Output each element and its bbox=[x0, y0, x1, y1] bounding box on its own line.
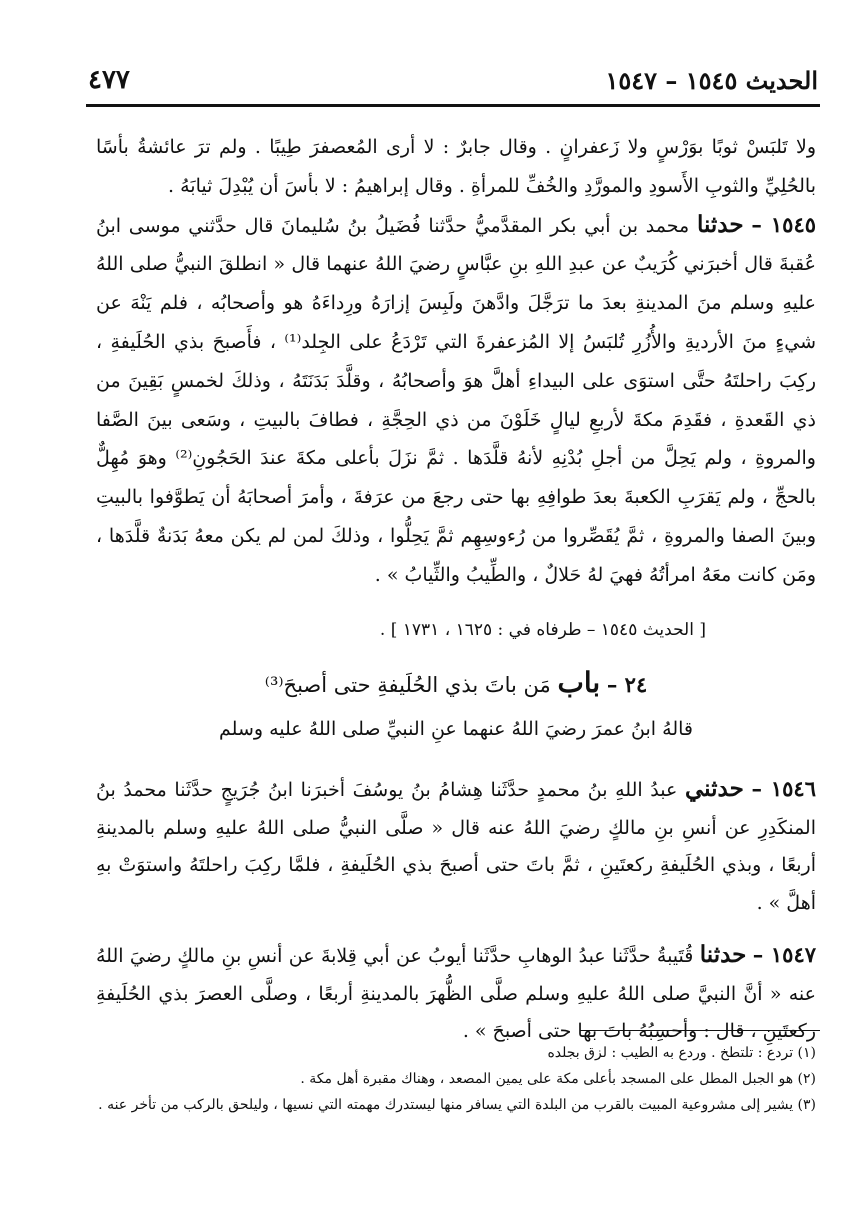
header-rule bbox=[86, 104, 820, 107]
chapter-number: ٢٤ – bbox=[606, 672, 648, 697]
footnote-1: (١) تردع : تلتطخ . وردع به الطيب : لزق بجلده bbox=[547, 1045, 816, 1061]
hadith-number: ١٥٤٥ – bbox=[751, 211, 817, 237]
hadith-1547 bbox=[96, 936, 816, 1051]
footnote-rule bbox=[580, 1030, 820, 1031]
hadith-1545 bbox=[96, 206, 816, 595]
page-header bbox=[88, 62, 818, 98]
chapter-heading bbox=[96, 666, 816, 699]
chapter-subtitle: قالهُ ابنُ عمرَ رضيَ اللهُ عنهما عنِ النبيِّ صلى اللهُ عليه وسلم bbox=[219, 718, 693, 740]
main-text-2 bbox=[96, 770, 816, 1065]
footnote-3: (٣) يشير إلى مشروعية المبيت بالقرب من البلدة التي يسافر منها ليستدرك مهمته التي نسيها ، وليلحق بالركب من تأخر عنه . bbox=[98, 1097, 816, 1113]
footnote-2: (٢) هو الجبل المطل على المسجد بأعلى مكة على يمين المصعد ، وهناك مقبرة أهل مكة . bbox=[300, 1071, 816, 1087]
paragraph-intro: ولا تَلبَسْ ثوبًا بوَرْسٍ ولا زَعفرانٍ . وقال جابرٌ : لا أرى المُعصفرَ طِيبًا . ولم ترَ عائشةُ بأسًا بالحُلِيِّ والثوبِ الأَسودِ والمورَّدِ والخُفِّ للمرأةِ . وقال إبراهيمُ : لا بأسَ أن يُبْدِلَ ثيابَهُ . bbox=[96, 136, 816, 197]
page-number: ٤٧٧ bbox=[88, 65, 130, 95]
hadith-text: عبدُ اللهِ بنُ محمدٍ حدَّثَنا هِشامُ بنُ يوسُفَ أخبرَنا ابنُ جُرَيجٍ حدَّثَنا محمدُ بنُ المنكَدِرِ عن أنسِ بنِ مالكٍ رضيَ اللهُ عنه قال « صلَّى النبيُّ صلى اللهُ عليهِ وسلم بالمدينةِ أربعًا ، وبذي الحُلَيفةِ ركعتَينِ ، ثمَّ باتَ حتى أصبحَ بذي الحُلَيفةِ ، فلمَّا ركِبَ راحلتَهُ واستوَتْ بهِ أهلَّ » . bbox=[96, 779, 816, 914]
main-text bbox=[96, 128, 816, 595]
footnotes bbox=[96, 1040, 816, 1118]
hadith-number: ١٥٤٦ – bbox=[751, 776, 816, 801]
haddathana-word: حدثنا bbox=[696, 210, 744, 238]
hadith-reference: [ الحديث ١٥٤٥ – طرفاه في : ١٦٢٥ ، ١٧٣١ ] . bbox=[379, 620, 706, 640]
hadith-1546 bbox=[96, 770, 816, 922]
chapter-title: مَن باتَ بذي الحُلَيفةِ حتى أصبحَ⁽³⁾ bbox=[264, 673, 551, 697]
hadith-text: قُتَيبةُ حدَّثَنا عبدُ الوهابِ حدَّثَنا أيوبُ عن أبي قِلابةَ عن أنسِ بنِ مالكٍ رضيَ اللهُ عنه « أنَّ النبيَّ صلى اللهُ عليهِ وسلم صلَّى الظُّهرَ بالمدينةِ أربعًا ، وصلَّى العصرَ بذي الحُلَيفةِ ركعتَينِ ، قال : وأحسِبُهُ باتَ بها حتى أصبحَ » . bbox=[96, 945, 816, 1042]
hadith-number: ١٥٤٧ – bbox=[752, 942, 817, 967]
running-title: الحديث ١٥٤٥ – ١٥٤٧ bbox=[605, 65, 818, 95]
haddathana-word: حدثنا bbox=[699, 941, 747, 968]
chapter-bab: باب bbox=[557, 666, 601, 699]
hadith-text: محمد بن أبي بكر المقدَّميُّ حدَّثنا فُضَيلُ بنُ سُليمانَ قال حدَّثني موسى ابنُ عُقبةَ قال أخبرَني كُرَيبٌ عن عبدِ اللهِ بنِ عبَّاسٍ رضيَ اللهُ عنهما قال « انطلقَ النبيُّ صلى اللهُ عليهِ وسلم منَ المدينةِ بعدَ ما ترَجَّلَ وادَّهنَ ولَبِسَ إزارَهُ ورِداءَهُ هو وأصحابُه ، فلم يَنْهَ عن شيءٍ منَ الأرديةِ والأُزُرِ تُلبَسُ إلا المُزعفرةَ التي تَرْدَعُ على الجِلد⁽¹⁾ ، فأَصبحَ بذي الحُلَيفةِ ، ركِبَ راحلتَهُ حتَّى استوَى على البيداءِ أهلَّ هوَ وأصحابُهُ ، وقلَّدَ بَدَنَتَهُ ، وذلكَ لخمسٍ بَقِينَ من ذي القَعدةِ ، فقَدِمَ مكةَ لأربعِ ليالٍ خَلَوْنَ من ذي الحِجَّةِ ، فطافَ بالبيتِ ، وسَعى بينَ الصَّفا والمروةِ ، ولم يَحِلَّ من أجلِ بُدْنِهِ لأنهُ قلَّدَها . ثمَّ نزَلَ بأعلى مكةَ عندَ الحَجُونِ⁽²⁾ وهوَ مُهِلٌّ بالحجِّ ، ولم يَقرَبِ الكعبةَ بعدَ طوافِهِ بها حتى رجعَ من عرَفةَ ، وأمرَ أصحابَهُ أن يَطوَّفوا بالبيتِ وبينَ الصفا والمروةِ ، ثمَّ يُقَصِّروا من رُءوسِهِم ثمَّ يَحِلُّوا ، وذلكَ لمن لم يكن معهُ بَدَنةٌ قلَّدَها ، ومَن كانت معَهُ امرأتُهُ فهيَ لهُ حَلالٌ ، والطِّيبُ والثِّيابُ » . bbox=[96, 214, 816, 586]
haddathana-word: حدثني bbox=[685, 775, 744, 802]
